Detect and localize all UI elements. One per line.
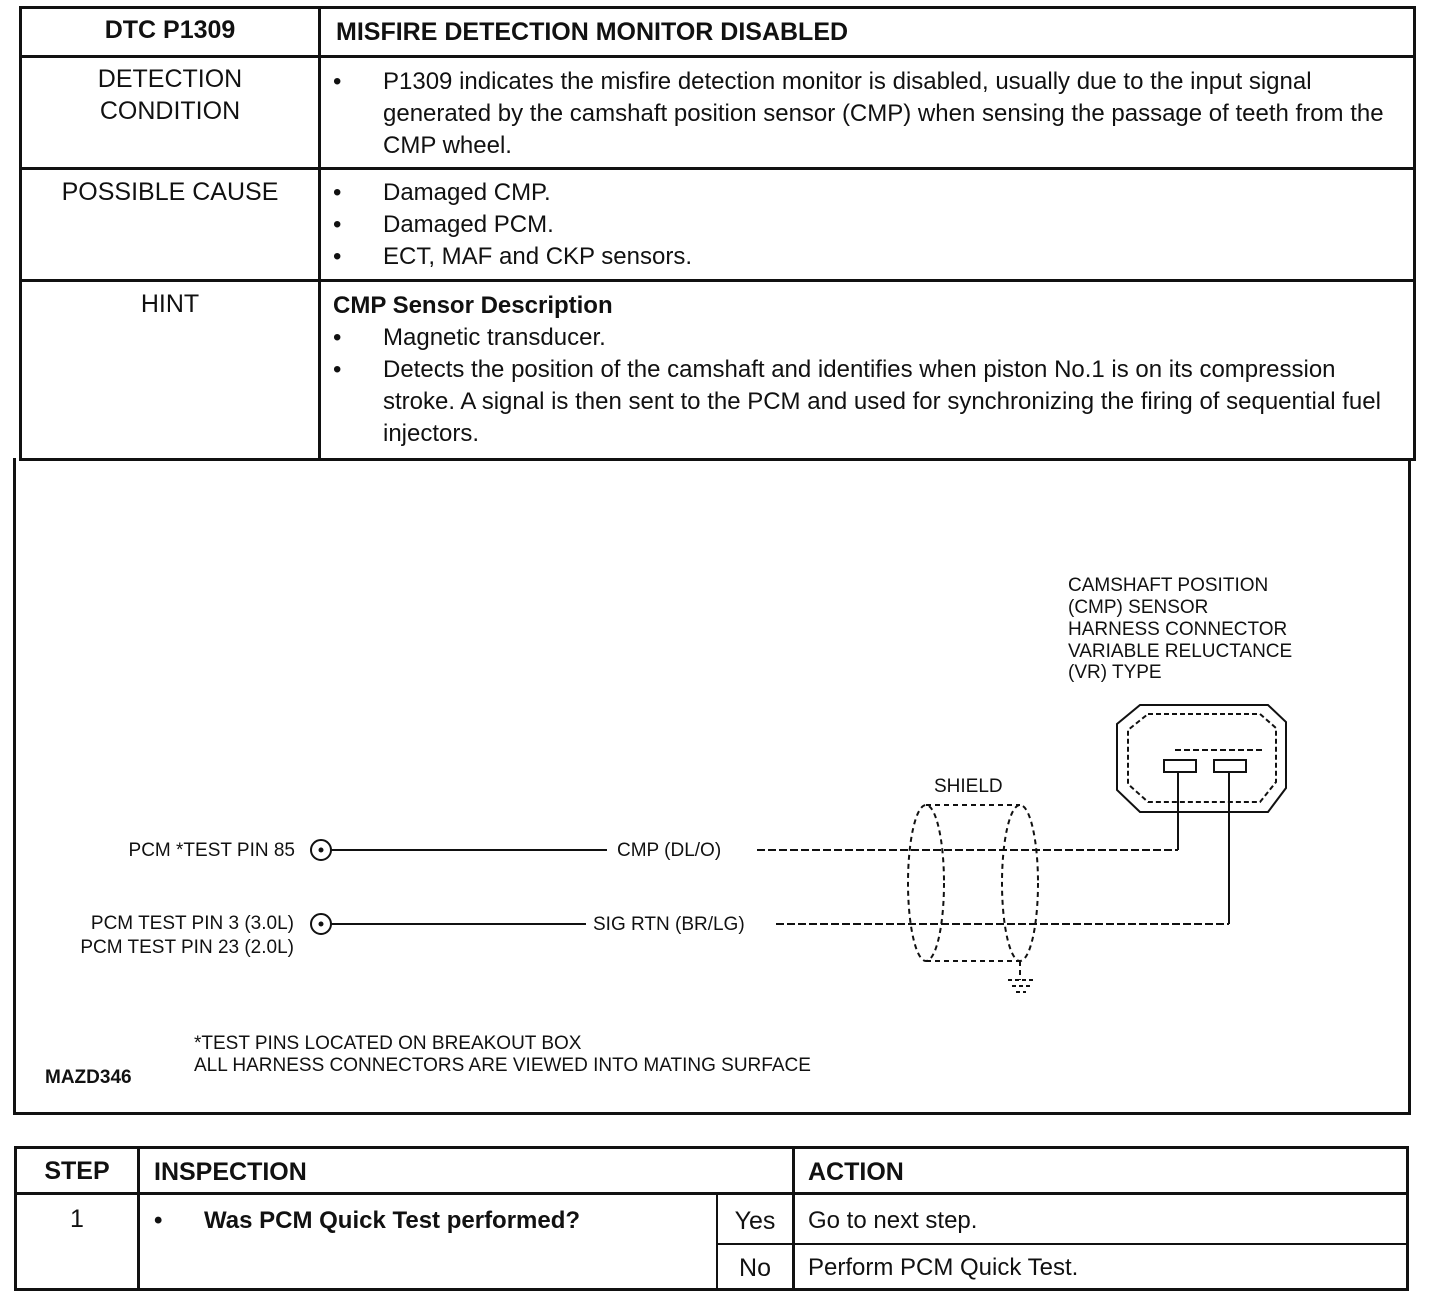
figure-id: MAZD346 bbox=[45, 1067, 132, 1088]
test-pin-3-label: PCM TEST PIN 3 (3.0L) bbox=[90, 913, 294, 934]
shield-label: SHIELD bbox=[934, 776, 1003, 797]
test-pin-23-label: PCM TEST PIN 23 (2.0L) bbox=[80, 937, 294, 958]
sensor-label-line: (VR) TYPE bbox=[1068, 662, 1162, 683]
connector-housing-inner bbox=[1128, 714, 1276, 802]
diagram-note-1: *TEST PINS LOCATED ON BREAKOUT BOX bbox=[194, 1033, 582, 1054]
sensor-label-line: (CMP) SENSOR bbox=[1068, 597, 1209, 618]
hint-bullet: • Detects the position of the camshaft and identifies when piston No.1 is on its compression stroke. A signal is then sent to the PCM and used for synchronizing the firing of sequential fuel injectors. bbox=[333, 354, 1408, 450]
test-pin-3-dot bbox=[319, 922, 324, 927]
yes-action: Go to next step. bbox=[808, 1207, 978, 1234]
cause-bullet: • ECT, MAF and CKP sensors. bbox=[333, 241, 1408, 273]
steps-header-divider bbox=[14, 1192, 1409, 1195]
detection-label-line1: DETECTION bbox=[97, 65, 243, 93]
steps-col-divider bbox=[137, 1146, 140, 1291]
sensor-label-line: VARIABLE RELUCTANCE bbox=[1068, 641, 1293, 662]
test-pin-85-label: PCM *TEST PIN 85 bbox=[128, 840, 295, 861]
connector-terminal-2 bbox=[1214, 760, 1246, 772]
dtc-code: DTC P1309 bbox=[104, 16, 236, 44]
cmp-wire-label: CMP (DL/O) bbox=[617, 840, 722, 861]
hint-bullet: • Magnetic transducer. bbox=[333, 322, 1408, 354]
sigrtn-wire-label: SIG RTN (BR/LG) bbox=[593, 914, 745, 935]
col-step-header: STEP bbox=[44, 1157, 110, 1185]
possible-cause-label: POSSIBLE CAUSE bbox=[61, 178, 279, 206]
yes-label: Yes bbox=[734, 1207, 776, 1235]
col-action-header: ACTION bbox=[808, 1158, 904, 1186]
diagram-note-2: ALL HARNESS CONNECTORS ARE VIEWED INTO MATING SURFACE bbox=[194, 1055, 811, 1076]
connector-terminal-1 bbox=[1164, 760, 1196, 772]
test-pin-85-dot bbox=[319, 848, 324, 853]
cause-bullet: • Damaged CMP. bbox=[333, 177, 1408, 209]
sensor-label-line: HARNESS CONNECTOR bbox=[1068, 619, 1288, 640]
steps-col-divider bbox=[792, 1146, 795, 1291]
connector-housing-outline bbox=[1117, 705, 1286, 812]
shield-icon bbox=[908, 805, 1038, 980]
hint-heading: CMP Sensor Description bbox=[333, 292, 613, 319]
cause-bullet: • Damaged PCM. bbox=[333, 209, 1408, 241]
inspection-question bbox=[154, 1205, 709, 1237]
inspection-bullet: • Was PCM Quick Test performed? bbox=[154, 1205, 709, 1237]
no-label: No bbox=[739, 1254, 771, 1282]
hint-label: HINT bbox=[140, 290, 200, 318]
step-number: 1 bbox=[70, 1205, 84, 1233]
detection-bullet: • P1309 indicates the misfire detection monitor is disabled, usually due to the input signal generated by the camshaft position sensor (CMP) when sensing the passage of teeth from the CMP wheel. bbox=[333, 66, 1408, 162]
steps-row-divider bbox=[716, 1243, 1409, 1245]
detection-label-line2: CONDITION bbox=[99, 97, 241, 125]
no-action: Perform PCM Quick Test. bbox=[808, 1254, 1079, 1281]
dtc-title: MISFIRE DETECTION MONITOR DISABLED bbox=[336, 18, 849, 46]
ground-icon bbox=[1008, 980, 1034, 992]
sensor-label-line: CAMSHAFT POSITION bbox=[1068, 575, 1269, 596]
col-inspection-header: INSPECTION bbox=[154, 1158, 307, 1186]
